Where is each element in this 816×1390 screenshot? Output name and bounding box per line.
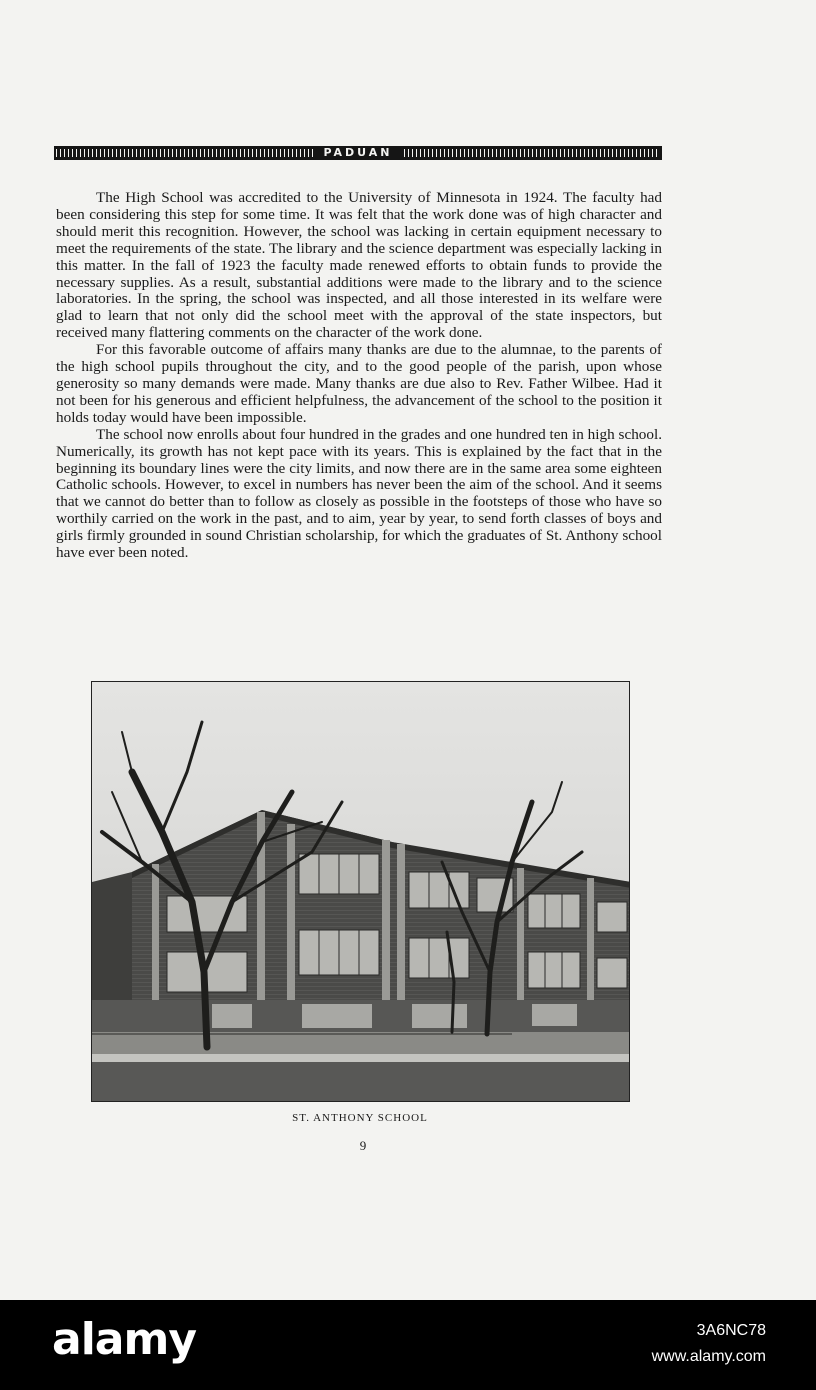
- header-title: PADUAN: [315, 146, 400, 160]
- page-number: 9: [359, 1138, 367, 1153]
- body-text: [56, 190, 662, 562]
- school-photo: [91, 681, 630, 1102]
- header-banner: [54, 146, 662, 160]
- image-id: 3A6NC78: [696, 1322, 766, 1339]
- watermark-footer: [0, 1300, 816, 1390]
- paragraph: The school now enrolls about four hundred in the grades and one hundred ten in high school. Numerically, its growth has not kept pace with its years. This is explained by the fact that in the beginning its boundary lines were the city limits, and now there are in the same area some eighteen Catholic schools. However, to excel in numbers has never been the aim of the school. And it seems that we cannot do better than to follow as closely as possible in the footsteps of those who have so worthily carried on the work in the past, and to aim, year by year, to send forth classes of boys and girls firmly grounded in sound Christian scholarship, for which the graduates of St. Anthony school have ever been noted.: [56, 425, 662, 562]
- paragraph: The High School was accredited to the University of Minnesota in 1924. The faculty had been considering this step for some time. It was felt that the work done was of high character and should merit this recognition. However, the school was lacking in certain equipment necessary to meet the requirements of the state. The library and the science department was especially lacking in this matter. In the fall of 1923 the faculty made renewed efforts to obtain funds to provide the necessary supplies. As a result, substantial additions were made to the library and to the science laboratories. In the spring, the school was inspected, and all those interested in its welfare were glad to learn that not only did the school meet with the approval of the state inspectors, but received many flattering comments on the character of the work done.: [56, 189, 662, 342]
- photo-caption: ST. ANTHONY SCHOOL: [292, 1112, 428, 1124]
- paragraph: For this favorable outcome of affairs many thanks are due to the alumnae, to the parents of the high school pupils throughout the city, and to the good people of the parish, upon whose generosity so many demands were made. Many thanks are due also to Rev. Father Wilbee. Had it not been for his generous and efficient helpfulness, the advancement of the school to the position it holds today would have been impossible.: [56, 341, 662, 426]
- footer-url[interactable]: www.alamy.com: [651, 1348, 766, 1365]
- alamy-logo: alamy: [52, 1314, 196, 1365]
